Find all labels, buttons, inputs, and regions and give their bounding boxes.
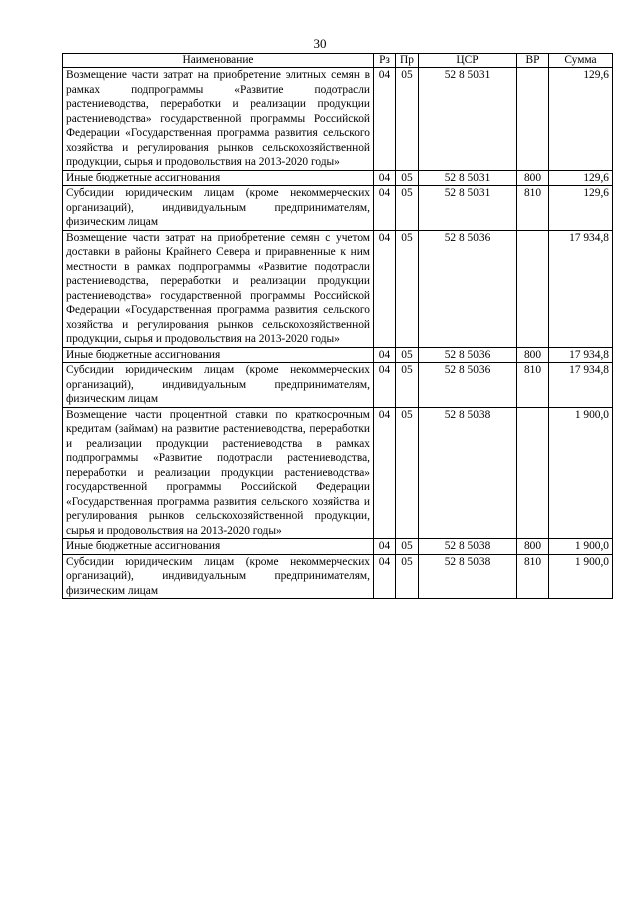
row-sum-cell: 17 934,8 (549, 347, 613, 363)
table-row (63, 170, 613, 186)
row-sum-cell: 1 900,0 (549, 554, 613, 599)
header-vr: ВР (517, 54, 549, 68)
row-rz-cell: 04 (374, 554, 396, 599)
budget-table (62, 53, 613, 599)
row-pr-cell: 05 (396, 363, 419, 408)
row-vr-cell (517, 407, 549, 539)
row-name-cell: Субсидии юридическим лицам (кроме некоммерческих организаций), индивидуальным предпринимателям, физическим лицам (63, 186, 374, 231)
row-csr-cell: 52 8 5038 (419, 407, 517, 539)
table-row (63, 68, 613, 171)
row-name-cell: Субсидии юридическим лицам (кроме некоммерческих организаций), индивидуальным предпринимателям, физическим лицам (63, 363, 374, 408)
row-rz-cell: 04 (374, 68, 396, 171)
row-pr-cell: 05 (396, 170, 419, 186)
row-vr-cell: 810 (517, 186, 549, 231)
row-sum-cell: 1 900,0 (549, 407, 613, 539)
row-csr-cell: 52 8 5036 (419, 363, 517, 408)
row-vr-cell (517, 230, 549, 347)
header-pr: Пр (396, 54, 419, 68)
row-rz-cell: 04 (374, 407, 396, 539)
row-csr-cell: 52 8 5031 (419, 68, 517, 171)
table-row (63, 363, 613, 408)
row-csr-cell: 52 8 5031 (419, 170, 517, 186)
row-vr-cell (517, 68, 549, 171)
row-vr-cell: 800 (517, 347, 549, 363)
table-row (63, 407, 613, 539)
row-sum-cell: 17 934,8 (549, 363, 613, 408)
table-row (63, 230, 613, 347)
table-row (63, 347, 613, 363)
table-header-row (63, 54, 613, 68)
row-name-cell: Иные бюджетные ассигнования (63, 347, 374, 363)
header-name: Наименование (63, 54, 374, 68)
row-name-cell: Возмещение части затрат на приобретение семян с учетом доставки в районы Крайнего Севера и приравненные к ним местности в рамках подпрограммы «Развитие подотрасли растениеводства, переработки и реализации продукции растениеводства» государственной программы Российской Федерации «Государственная программа развития сельского хозяйства и регулирования рынков сельскохозяйственной продукции, сырья и продовольствия на 2013-2020 годы» (63, 230, 374, 347)
row-csr-cell: 52 8 5038 (419, 539, 517, 555)
row-csr-cell: 52 8 5036 (419, 347, 517, 363)
row-vr-cell: 810 (517, 554, 549, 599)
row-rz-cell: 04 (374, 363, 396, 408)
row-vr-cell: 800 (517, 539, 549, 555)
row-name-cell: Иные бюджетные ассигнования (63, 170, 374, 186)
row-csr-cell: 52 8 5036 (419, 230, 517, 347)
row-pr-cell: 05 (396, 347, 419, 363)
row-sum-cell: 129,6 (549, 170, 613, 186)
row-pr-cell: 05 (396, 186, 419, 231)
row-rz-cell: 04 (374, 170, 396, 186)
row-vr-cell: 810 (517, 363, 549, 408)
row-rz-cell: 04 (374, 230, 396, 347)
row-csr-cell: 52 8 5031 (419, 186, 517, 231)
row-name-cell: Возмещение части затрат на приобретение элитных семян в рамках подпрограммы «Развитие подотрасли растениеводства, переработки и реализации продукции растениеводства» государственной программы Российской Федерации «Государственная программа развития сельского хозяйства и регулирования рынков сельскохозяйственной продукции, сырья и продовольствия на 2013-2020 годы» (63, 68, 374, 171)
row-pr-cell: 05 (396, 230, 419, 347)
row-csr-cell: 52 8 5038 (419, 554, 517, 599)
row-rz-cell: 04 (374, 186, 396, 231)
row-pr-cell: 05 (396, 68, 419, 171)
row-rz-cell: 04 (374, 539, 396, 555)
row-sum-cell: 129,6 (549, 68, 613, 171)
header-rz: Рз (374, 54, 396, 68)
table-row (63, 554, 613, 599)
table-row (63, 186, 613, 231)
row-vr-cell: 800 (517, 170, 549, 186)
row-sum-cell: 1 900,0 (549, 539, 613, 555)
header-csr: ЦСР (419, 54, 517, 68)
row-name-cell: Иные бюджетные ассигнования (63, 539, 374, 555)
row-name-cell: Возмещение части процентной ставки по краткосрочным кредитам (займам) на развитие растениеводства, переработки и реализации продукции растениеводства в рамках подпрограммы «Развитие подотрасли растениеводства, переработки и реализации продукции растениеводства» государственной программы Российской Федерации «Государственная программа развития сельского хозяйства и регулирования рынков сельскохозяйственной продукции, сырья и продовольствия на 2013-2020 годы» (63, 407, 374, 539)
row-pr-cell: 05 (396, 539, 419, 555)
header-sum: Сумма (549, 54, 613, 68)
row-rz-cell: 04 (374, 347, 396, 363)
row-name-cell: Субсидии юридическим лицам (кроме некоммерческих организаций), индивидуальным предпринимателям, физическим лицам (63, 554, 374, 599)
row-pr-cell: 05 (396, 407, 419, 539)
page-number: 30 (313, 36, 327, 51)
row-sum-cell: 17 934,8 (549, 230, 613, 347)
row-pr-cell: 05 (396, 554, 419, 599)
table-row (63, 539, 613, 555)
row-sum-cell: 129,6 (549, 186, 613, 231)
